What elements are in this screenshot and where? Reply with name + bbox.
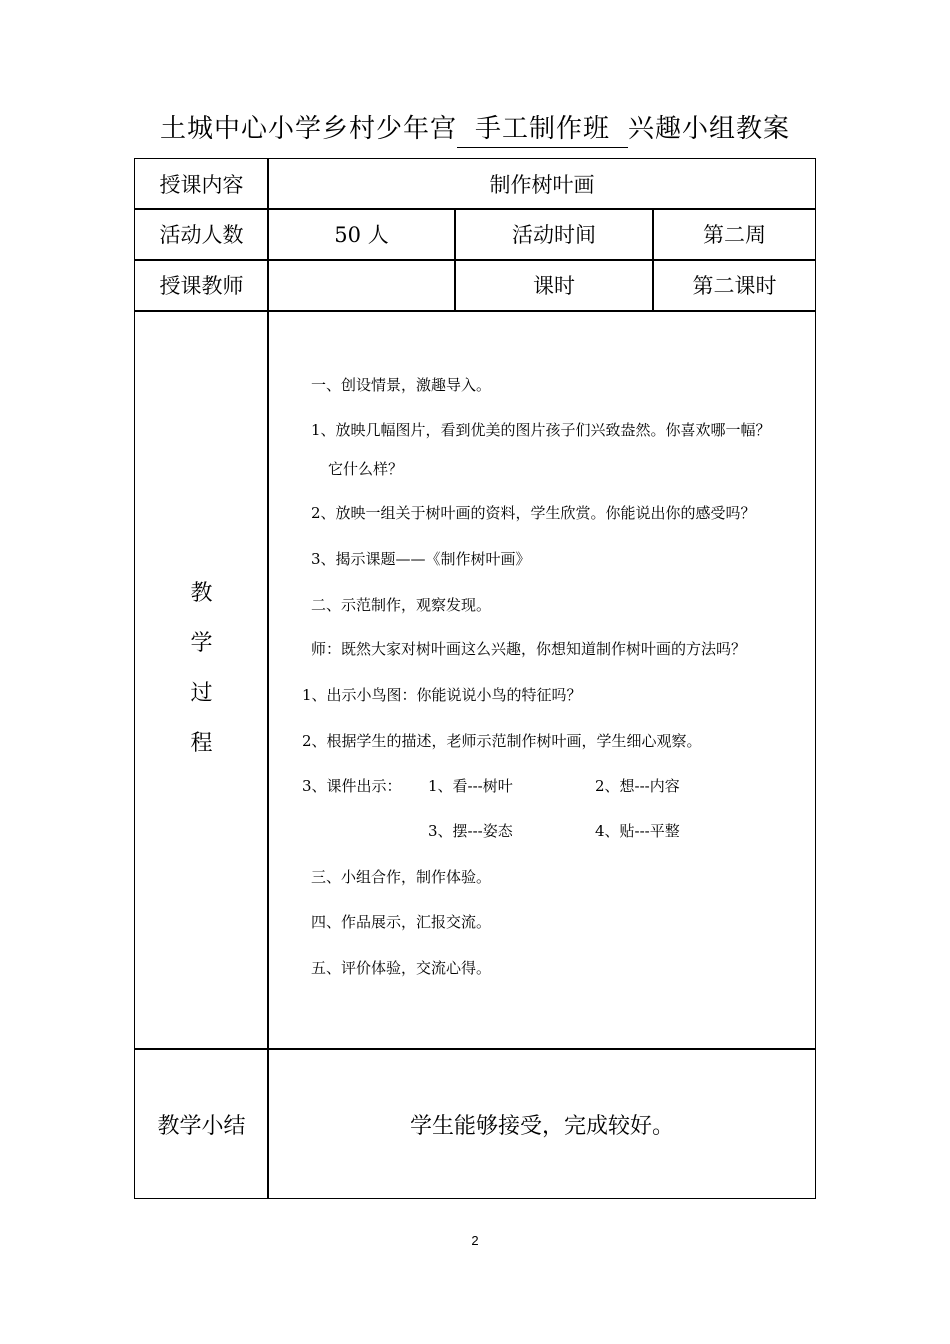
process-char-2: 学 bbox=[190, 631, 213, 656]
process-char-4: 程 bbox=[190, 731, 213, 756]
teacher-value bbox=[269, 260, 454, 310]
label-teaching-process bbox=[135, 569, 268, 769]
label-participants: 活动人数 bbox=[159, 223, 244, 247]
process-line: 4、贴---平整 bbox=[595, 822, 680, 840]
title-suffix: 兴趣小组教案 bbox=[628, 114, 791, 144]
process-line: 3、课件出示： bbox=[302, 777, 402, 795]
process-line: 3、摆---姿态 bbox=[428, 822, 513, 840]
label-period: 课时 bbox=[533, 274, 575, 298]
process-char-1: 教 bbox=[190, 581, 213, 606]
label-teacher: 授课教师 bbox=[159, 274, 244, 298]
process-line: 四、作品展示，汇报交流。 bbox=[311, 913, 492, 931]
lesson-plan-table bbox=[134, 158, 816, 1199]
process-line: 1、出示小鸟图：你能说说小鸟的特征吗？ bbox=[302, 686, 582, 704]
process-line: 它什么样？ bbox=[328, 460, 404, 478]
process-line: 2、放映一组关于树叶画的资料，学生欣赏。你能说出你的感受吗？ bbox=[311, 504, 756, 522]
label-course-content: 授课内容 bbox=[159, 172, 244, 197]
period-value: 第二课时 bbox=[692, 274, 777, 298]
label-activity-time: 活动时间 bbox=[512, 223, 596, 247]
label-teaching-summary: 教学小结 bbox=[157, 1113, 246, 1139]
process-line: 五、评价体验，交流心得。 bbox=[311, 959, 492, 977]
page-number: 2 bbox=[471, 1233, 479, 1248]
process-char-3: 过 bbox=[190, 681, 213, 706]
process-line: 3、揭示课题——《制作树叶画》 bbox=[311, 550, 531, 568]
title-class-name: 手工制作班 bbox=[457, 111, 628, 148]
process-line: 2、想---内容 bbox=[595, 777, 680, 795]
process-line: 一、创设情景，激趣导入。 bbox=[311, 376, 492, 394]
teaching-summary-value: 学生能够接受，完成较好。 bbox=[409, 1113, 674, 1139]
course-content-value: 制作树叶画 bbox=[489, 172, 595, 197]
process-line: 三、小组合作，制作体验。 bbox=[311, 868, 492, 886]
document-title bbox=[0, 108, 950, 148]
participants-value: 50 人 bbox=[334, 223, 389, 247]
process-line: 师：既然大家对树叶画这么兴趣，你想知道制作树叶画的方法吗？ bbox=[311, 640, 747, 658]
activity-time-value: 第二周 bbox=[703, 223, 766, 247]
process-line: 2、根据学生的描述，老师示范制作树叶画，学生细心观察。 bbox=[302, 732, 702, 750]
title-prefix: 土城中心小学乡村少年宫 bbox=[159, 114, 457, 144]
process-line: 二、示范制作，观察发现。 bbox=[311, 596, 492, 614]
process-line: 1、看---树叶 bbox=[428, 777, 513, 795]
process-line: 1、放映几幅图片，看到优美的图片孩子们兴致盎然。你喜欢哪一幅？ bbox=[311, 421, 771, 439]
